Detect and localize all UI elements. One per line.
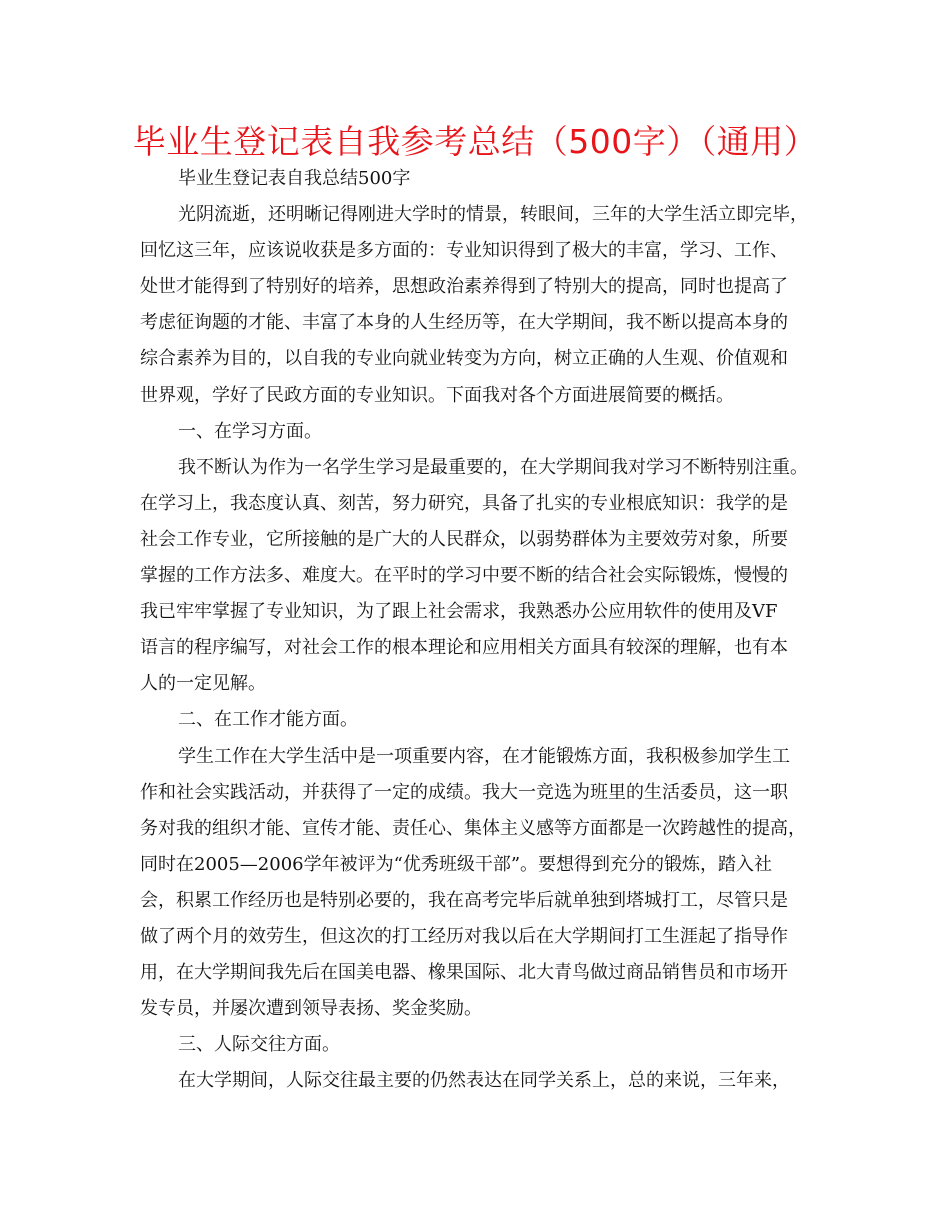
text-line: 我不断认为作为一名学生学习是最重要的，在大学期间我对学习不断特别注重。 xyxy=(178,456,808,478)
text-line: 在大学期间，人际交往最主要的仍然表达在同学关系上，总的来说，三年来， xyxy=(178,1070,790,1092)
text-line: 会，积累工作经历也是特别必要的，我在高考完毕后就单独到塔城打工，尽管只是 xyxy=(140,889,788,911)
text-line: 考虑征询题的才能、丰富了本身的人生经历等，在大学期间，我不断以提高本身的 xyxy=(140,312,788,334)
text-line: 做了两个月的效劳生，但这次的打工经历对我以后在大学期间打工生涯起了指导作 xyxy=(140,925,788,947)
document-body xyxy=(140,161,830,1099)
text-line: 我已牢牢掌握了专业知识，为了跟上社会需求，我熟悉办公应用软件的使用及VF xyxy=(140,601,778,623)
text-line: 三、人际交往方面。 xyxy=(178,1034,340,1056)
text-line: 二、在工作才能方面。 xyxy=(178,709,358,731)
text-line: 在学习上，我态度认真、刻苦，努力研究，具备了扎实的专业根底知识：我学的是 xyxy=(140,492,788,514)
text-line: 人的一定见解。 xyxy=(140,673,266,695)
text-line: 回忆这三年，应该说收获是多方面的：专业知识得到了极大的丰富，学习、工作、 xyxy=(140,240,788,262)
text-line: 掌握的工作方法多、难度大。在平时的学习中要不断的结合社会实际锻炼，慢慢的 xyxy=(140,565,788,587)
text-line: 同时在2005—2006学年被评为“优秀班级干部”。要想得到充分的锻炼，踏入社 xyxy=(140,853,773,875)
text-line: 光阴流逝，还明晰记得刚进大学时的情景，转眼间，三年的大学生活立即完毕， xyxy=(178,204,808,226)
document-title: 毕业生登记表自我参考总结（500字）（通用） xyxy=(132,122,818,161)
text-line: 综合素养为目的，以自我的专业向就业转变为方向，树立正确的人生观、价值观和 xyxy=(140,348,788,370)
text-line: 一、在学习方面。 xyxy=(178,420,322,442)
text-line: 务对我的组织才能、宣传才能、责任心、集体主义感等方面都是一次跨越性的提高， xyxy=(140,817,806,839)
text-line: 毕业生登记表自我总结500字 xyxy=(178,168,411,189)
text-line: 用，在大学期间我先后在国美电器、橡果国际、北大青鸟做过商品销售员和市场开 xyxy=(140,962,788,984)
text-line: 处世才能得到了特别好的培养，思想政治素养得到了特别大的提高，同时也提高了 xyxy=(140,276,788,298)
text-line: 语言的程序编写，对社会工作的根本理论和应用相关方面具有较深的理解，也有本 xyxy=(140,637,788,659)
text-line: 世界观，学好了民政方面的专业知识。下面我对各个方面进展简要的概括。 xyxy=(140,384,734,406)
text-line: 社会工作专业，它所接触的是广大的人民群众，以弱势群体为主要效劳对象，所要 xyxy=(140,528,788,550)
text-line: 作和社会实践活动，并获得了一定的成绩。我大一竞选为班里的生活委员，这一职 xyxy=(140,781,788,803)
text-line: 学生工作在大学生活中是一项重要内容，在才能锻炼方面，我积极参加学生工 xyxy=(178,745,790,767)
text-line: 发专员，并屡次遭到领导表扬、奖金奖励。 xyxy=(140,998,482,1020)
